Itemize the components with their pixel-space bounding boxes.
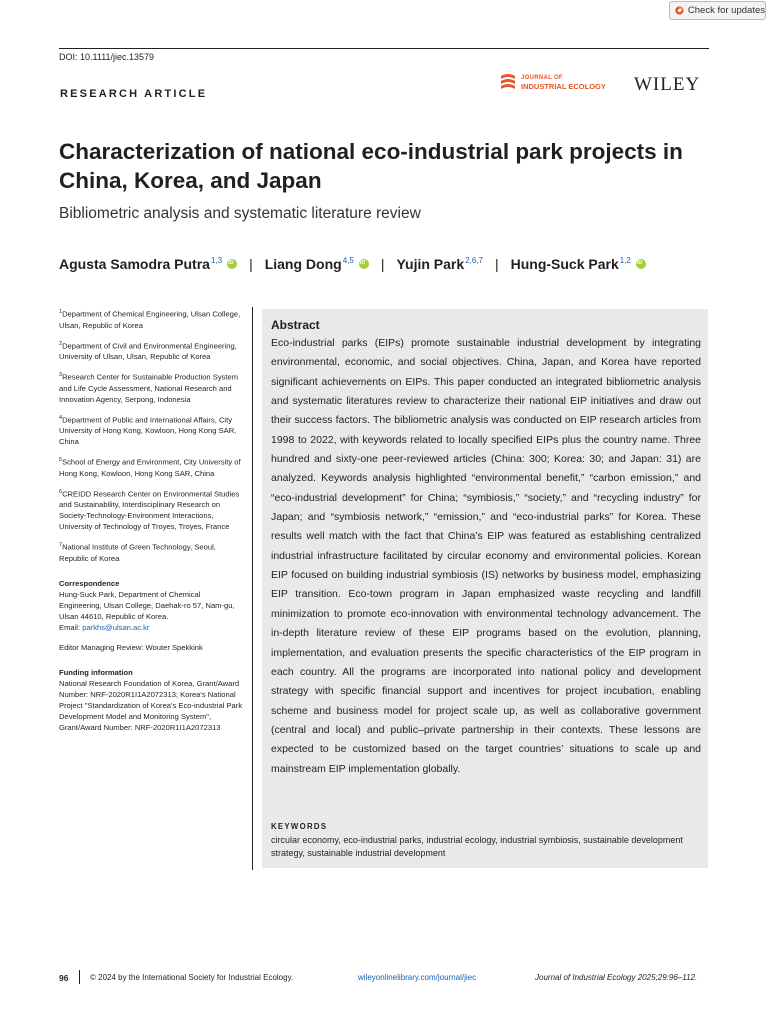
article-title: Characterization of national eco-industrial park projects in China, Korea, and Japan	[59, 139, 683, 193]
keywords-heading: KEYWORDS	[271, 822, 328, 831]
affiliation: $^2$Department of Civil and Environmental Engineering, University of Ulsan, Ulsan, Republic of Korea	[59, 340, 237, 362]
email-label: Email:	[59, 622, 81, 632]
orcid-icon[interactable]	[636, 259, 646, 269]
author-name[interactable]: Liang Dong	[264, 256, 342, 272]
footer-journal-link[interactable]: wileyonlinelibrary.com/journal/jiec	[358, 973, 477, 982]
author	[396, 256, 483, 272]
orcid-icon[interactable]	[359, 259, 369, 269]
publisher-logo: WILEY	[634, 74, 701, 95]
correspondence-heading: Correspondence	[59, 578, 120, 588]
section-label: RESEARCH ARTICLE	[60, 88, 208, 100]
author-affiliation-ref: 4,5	[342, 255, 354, 265]
author-name[interactable]: Agusta Samodra Putra	[59, 256, 210, 272]
affiliation: $^4$Department of Public and International Affairs, City University of Hong Kong, Kowloon, Hong Kong SAR, China	[59, 414, 237, 447]
author-separator: |	[249, 256, 253, 272]
journal-logo	[499, 72, 606, 94]
author-name[interactable]: Hung-Suck Park	[510, 256, 619, 272]
author-separator: |	[494, 256, 499, 272]
journal-mark-icon	[499, 72, 517, 94]
article-subtitle: Bibliometric analysis and systematic literature review	[59, 205, 421, 222]
check-for-updates-button[interactable]	[669, 1, 766, 20]
footer-divider	[79, 970, 80, 984]
journal-logo-line1: JOURNAL OF	[521, 75, 563, 81]
affiliation: $^6$CREIDD Research Center on Environmental Studies and Sustainability, Interdisciplinary Research on Society-Technology-Environment Interactions, University of Technology of Troyes, Troyes, France	[59, 488, 240, 532]
editor-note: Editor Managing Review: Wouter Spekkink	[59, 642, 203, 652]
funding-heading: Funding information	[59, 667, 133, 677]
author-separator: |	[380, 256, 385, 272]
sidebar-metadata	[59, 307, 244, 742]
journal-logo-line2: INDUSTRIAL ECOLOGY	[521, 82, 606, 91]
affiliation: $^3$Research Center for Sustainable Production System and Life Cycle Assessment, National Research and Innovation Agency, Serpong, Indonesia	[59, 372, 239, 404]
funding-text: National Research Foundation of Korea, Grant/Award Number: NRF-2020R1I1A2072313; Korea's National Project "Standardization of Korea's Eco-industrial Park Development Model and Monitoring System", Grant/Award Number: NRF-2020R1I1A2072313	[59, 678, 243, 732]
affiliation: $^7$National Institute of Green Technology, Seoul, Republic of Korea	[59, 542, 216, 563]
abstract-heading: Abstract	[271, 318, 320, 332]
check-updates-icon	[675, 4, 684, 17]
author	[511, 256, 646, 272]
author-name[interactable]: Yujin Park	[396, 256, 465, 272]
affiliation: $^1$Department of Chemical Engineering, Ulsan College, Ulsan, Republic of Korea	[59, 309, 241, 330]
funding	[59, 667, 244, 733]
author-list	[59, 256, 719, 272]
footer-citation: Journal of Industrial Ecology 2025;29:96–112.	[535, 973, 698, 982]
email-link[interactable]: parkhs@ulsan.ac.kr	[82, 622, 150, 632]
column-divider	[252, 307, 253, 870]
correspondence-text: Hung-Suck Park, Department of Chemical Engineering, Ulsan College, Daehak-ro 57, Nam-gu, Ulsan 44610, Republic of Korea.	[59, 589, 235, 621]
header-rule	[59, 48, 709, 49]
orcid-icon[interactable]	[227, 259, 237, 269]
affiliation: $^5$School of Energy and Environment, City University of Hong Kong, Kowloon, Hong Kong SAR, China	[59, 457, 241, 478]
correspondence	[59, 578, 244, 633]
doi: DOI: 10.1111/jiec.13579	[59, 52, 155, 62]
footer-copyright: © 2024 by the International Society for Industrial Ecology.	[90, 973, 294, 982]
author	[59, 256, 237, 272]
author-affiliation-ref: 1,2	[619, 255, 631, 265]
author-affiliation-ref: 2,6,7	[465, 255, 483, 265]
abstract-text: Eco-industrial parks (EIPs) promote sustainable industrial development by integrating environmental, economic, and social objectives. China, Japan, and Korea have reported significant achievements on EIPs. This paper conducted an integrated bibliometric analysis and systematic literatures review to characterize their national EIP initiatives and draw out their success factors. The bibliometric analysis was conducted on EIP research articles from 1998 to 2022, with keywords related to locally specified EIPs plus the country name. Three hundred and sixty-one peer-reviewed articles (China: 300; Korea: 30; and Japan: 31) are analyzed. Keywords analysis highlighted “environmental benefit,” “carbon emission,” and “eco-industrial development” for China; “symbiosis,” “society,” and “recycling industry” for Japan; and “symbiosis network,” “emission,” and “eco-industrial parks” for Korea. These results well match with the fact that China’s EIP was featured as establishing centralized industrial infrastructure facilitated by circular economy and environmental policies. Korean EIP focused on building industrial symbiosis (IS) networks by business model, emphasizing EIP transition. Eco-town program in Japan emphasized waste recycling and landfill minimization to promote eco-innovation with environmental technology advancement. The in-depth literature review of these EIP programs based on the evolution, planning, implementation, and evaluation presents the specific characteristics of the EIP program in each country. All the programs are incorporated into national policy and development strategy with specific financial support and incentives for project incubation, enabling scheme and business model for project scale up, as well as collaborative government (central and local) and public–private partnership in their contexts. These lessons are expected to be customized based on the target countries’ situations to scale up and mainstream EIP implementation globally.	[271, 337, 701, 775]
author-affiliation-ref: 1,3	[210, 255, 223, 265]
page-number: 96	[59, 973, 69, 983]
check-updates-label: Check for updates	[687, 5, 765, 16]
author	[265, 256, 369, 272]
keywords-text: circular economy, eco-industrial parks, industrial ecology, industrial symbiosis, sustainable development strategy, sustainable industrial development	[271, 835, 683, 858]
